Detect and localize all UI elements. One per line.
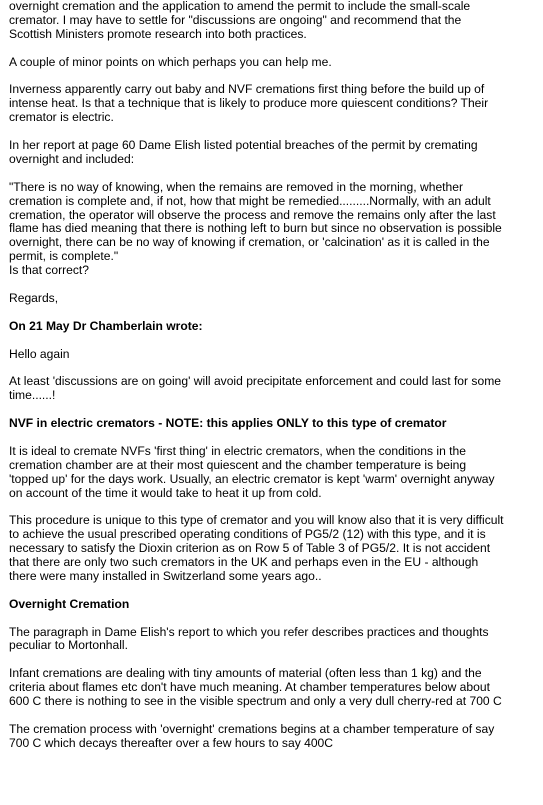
paragraph-nvf-first-thing: It is ideal to cremate NVFs 'first thing' in electric cremators, when the conditions in the cremation chamber are at their most quiescent and the chamber temperature is being 'topped up' for the days work. Usually, an electric cremator is kept 'warm' overnight anyway on account of the time it would take to heat it up from cold. [9,443,495,500]
heading-overnight-cremation: Overnight Cremation [9,596,130,611]
paragraph-minor-points: A couple of minor points on which perhaps you can help me. [9,54,332,69]
paragraph-regards: Regards, [9,290,59,305]
paragraph-quote: "There is no way of knowing, when the remains are removed in the morning, whether cremation is complete and, if not, how that might be remedied.........Normally, with an adult cremation, the operator will observe the process and remove the remains only after the last flame has died meaning that there is nothing left to burn but since no observation is possible overnight, there can be no way of knowing if cremation, or 'calcination' as it is called in the permit, is complete." [9,179,502,264]
paragraph-overnight-process: The cremation process with 'overnight' cremations begins at a chamber temperature of say 700 C which decays thereafter over a few hours to say 400C [9,721,495,750]
paragraph-question: Is that correct? [9,263,89,278]
paragraph-settle-discussions: overnight cremation and the application to amend the permit to include the small-scale cremator. I may have to settle for "discussions are ongoing" and recommend that the Scottish Ministers promote research into both practices. [9,0,471,41]
paragraph-inverness: Inverness apparently carry out baby and NVF cremations first thing before the build up of intense heat. Is that a technique that is likely to produce more quiescent conditions? Their cremator is electric. [9,82,489,125]
paragraph-dame-elish-report: In her report at page 60 Dame Elish listed potential breaches of the permit by cremating overnight and included: [9,138,478,166]
paragraph-hello: Hello again [9,346,70,361]
paragraph-infant-cremations: Infant cremations are dealing with tiny amounts of material (often less than 1 kg) and the criteria about flames etc don't have much meaning. At chamber temperatures below about 600 C there is nothing to see in the visible spectrum and only a very dull cherry-red at 700 C [9,666,502,709]
paragraph-mortonhall: The paragraph in Dame Elish's report to which you refer describes practices and thoughts peculiar to Mortonhall. [9,624,489,653]
heading-nvf-electric: NVF in electric cremators - NOTE: this applies ONLY to this type of cremator [9,416,447,431]
heading-dr-chamberlain: On 21 May Dr Chamberlain wrote: [9,318,203,333]
paragraph-discussions-on-going: At least 'discussions are on going' will avoid precipitate enforcement and could last for some time......! [9,374,501,403]
document-body [9,0,539,765]
paragraph-procedure-unique: This procedure is unique to this type of cremator and you will know also that it is very difficult to achieve the usual prescribed operating conditions of PG5/2 (12) with this type, and it is necessary to satisfy the Dioxin criterion as on Row 5 of Table 3 of PG5/2. It is not accident that there are only two such cremators in the UK and perhaps even in the EU - although there were many installed in Switzerland some years ago.. [9,513,504,583]
